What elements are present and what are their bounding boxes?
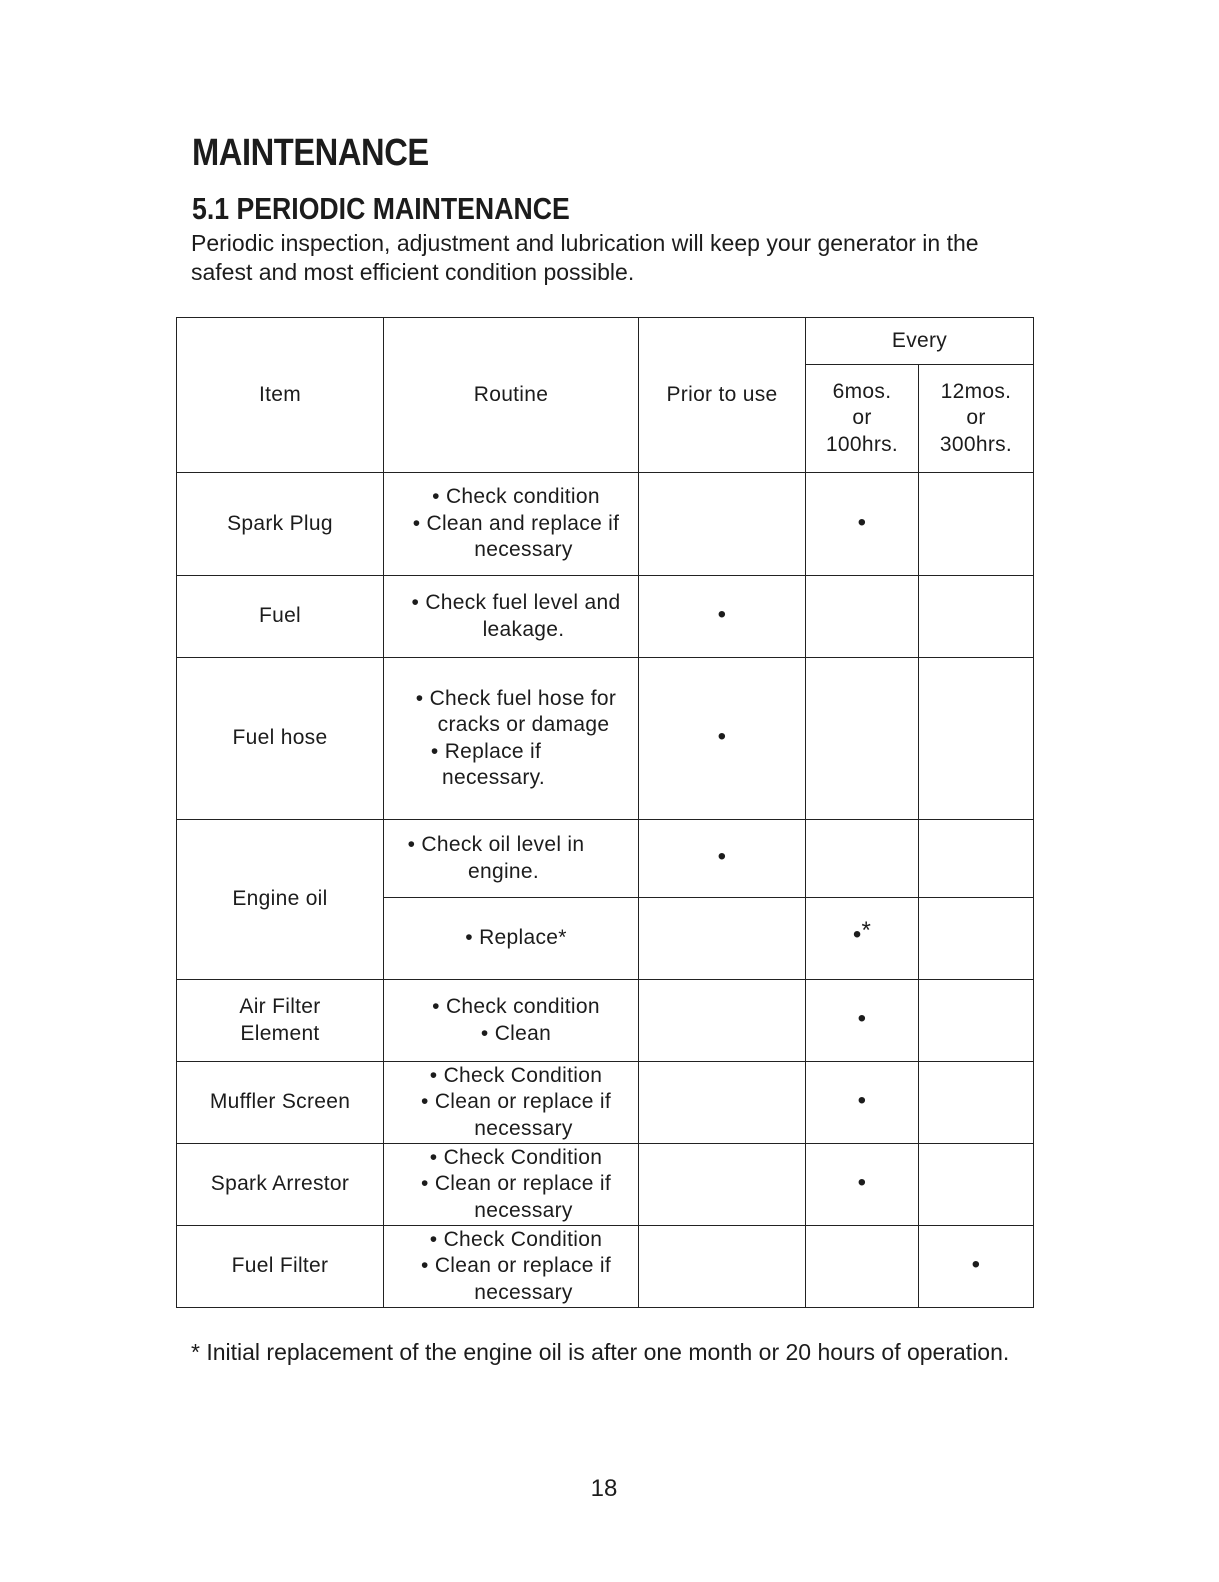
routine-cell [384,898,639,980]
table-row-air-filter [177,980,1034,1062]
header-12mos [919,365,1034,473]
prior-cell [639,820,806,898]
6mos-cell [806,576,919,658]
prior-cell [639,898,806,980]
bullet: • [430,739,439,763]
routine-text: Check condition [445,995,600,1018]
routine-cell [384,1062,639,1144]
12mos-cell [919,898,1034,980]
12mos-cell [919,1144,1034,1226]
schedule-dot: • [857,508,867,536]
table-header-row [177,318,1034,365]
bullet: • [421,1090,429,1114]
routine-text: Replace if necessary. [442,739,545,789]
6mos-cell [806,1062,919,1144]
bullet: • [421,1254,429,1278]
routine-text: Clean [494,1021,552,1045]
6mos-cell [806,658,919,820]
schedule-dot: • [857,1169,867,1197]
bullet: • [432,995,440,1018]
routine-text: Clean or replace if necessary [434,1090,611,1140]
bullet: • [429,1145,438,1169]
12mos-cell [919,1226,1034,1308]
schedule-dot: • [857,1087,867,1115]
item-cell: Engine oil [177,820,384,980]
bullet: • [407,833,416,856]
12mos-cell [919,473,1034,576]
routine-step [392,1089,638,1142]
6mos-cell [806,898,919,980]
intro-paragraph: Periodic inspection, adjustment and lubrication will keep your generator in the safest and most efficient condition possible. [191,230,979,285]
header-every: Every [806,318,1034,365]
item-cell: Muffler Screen [177,1062,384,1144]
bullet: • [421,1172,429,1196]
routine-cell [384,820,639,898]
routine-text: Replace* [479,926,567,950]
routine-cell [384,658,639,820]
routine-text: Check Condition [443,1227,603,1251]
12mos-cell [919,820,1034,898]
bullet: • [412,511,421,535]
footnote: * Initial replacement of the engine oil is after one month or 20 hours of operation. [191,1339,1010,1365]
schedule-dot: • [971,1251,981,1279]
item-line1: Air Filter [239,995,321,1018]
prior-cell [639,576,806,658]
routine-step [392,832,638,885]
header-item: Item [177,318,384,473]
6mos-cell [806,820,919,898]
item-cell: Fuel Filter [177,1226,384,1308]
item-cell: Spark Arrestor [177,1144,384,1226]
header-6mos-line3: 100hrs. [825,432,899,456]
12mos-cell [919,576,1034,658]
header-prior-to-use: Prior to use [639,318,806,473]
prior-cell [639,1062,806,1144]
6mos-cell [806,473,919,576]
routine-cell [384,980,639,1062]
routine-step [392,484,638,511]
6mos-cell [806,1144,919,1226]
bullet: • [480,1021,489,1045]
routine-step [392,1253,638,1306]
item-cell: Fuel [177,576,384,658]
item-cell [177,980,384,1062]
routine-text: Clean or replace if necessary [434,1172,611,1222]
routine-step [392,739,638,792]
bullet: • [415,686,424,710]
routine-text: Check fuel level and leakage. [425,591,621,641]
prior-cell [639,980,806,1062]
routine-text: Check fuel hose for cracks or damage [429,686,617,736]
routine-step [392,1171,638,1224]
header-12mos-line3: 300hrs. [939,432,1013,456]
table-row-spark-arrestor [177,1144,1034,1226]
12mos-cell [919,1062,1034,1144]
header-6mos [806,365,919,473]
schedule-dot: • [857,1005,867,1033]
schedule-dot: • [717,843,727,871]
header-6mos-line1: 6mos. [832,379,892,403]
bullet: • [429,1227,438,1251]
maintenance-table [176,317,1034,1308]
table-row-spark-plug [177,473,1034,576]
routine-step [392,1063,638,1090]
header-12mos-line2: or [966,406,986,430]
prior-cell [639,1226,806,1308]
routine-step [392,686,638,739]
routine-text: Check condition [445,485,600,509]
routine-text: Check oil level in engine. [421,833,585,883]
routine-step [392,1227,638,1254]
routine-step [392,925,638,952]
item-cell: Spark Plug [177,473,384,576]
item-line2: Element [240,1021,320,1045]
schedule-dot: • [717,723,727,751]
routine-text: Clean or replace if necessary [434,1254,611,1304]
12mos-cell [919,980,1034,1062]
schedule-dot: • [717,601,727,629]
routine-step [392,511,638,564]
6mos-cell [806,1226,919,1308]
routine-step [392,1021,638,1048]
header-routine: Routine [384,318,639,473]
footnote-marker: * [861,916,872,944]
header-6mos-line2: or [852,406,872,430]
section-title: 5.1 PERIODIC MAINTENANCE [192,191,570,226]
table-row-fuel-filter [177,1226,1034,1308]
bullet: • [429,1063,438,1087]
routine-cell [384,1144,639,1226]
page-number: 18 [590,1475,618,1502]
routine-cell [384,1226,639,1308]
12mos-cell [919,658,1034,820]
bullet: • [411,591,420,614]
routine-text: Check Condition [443,1063,603,1087]
routine-cell [384,576,639,658]
routine-step [392,590,638,643]
dot: • [852,920,862,948]
item-cell: Fuel hose [177,658,384,820]
prior-cell [639,658,806,820]
routine-text: Check Condition [443,1145,603,1169]
header-12mos-line1: 12mos. [940,379,1012,403]
schedule-dot [852,916,872,948]
6mos-cell [806,980,919,1062]
routine-step [392,1145,638,1172]
page-title: MAINTENANCE [192,132,429,174]
table-row-muffler-screen [177,1062,1034,1144]
bullet: • [465,926,473,950]
routine-cell [384,473,639,576]
routine-text: Clean and replace if necessary [426,511,620,562]
bullet: • [432,485,440,509]
prior-cell [639,1144,806,1226]
table-row-engine-oil [177,820,1034,898]
table-row-fuel-hose [177,658,1034,820]
routine-step [392,994,638,1021]
table-row-fuel [177,576,1034,658]
prior-cell [639,473,806,576]
